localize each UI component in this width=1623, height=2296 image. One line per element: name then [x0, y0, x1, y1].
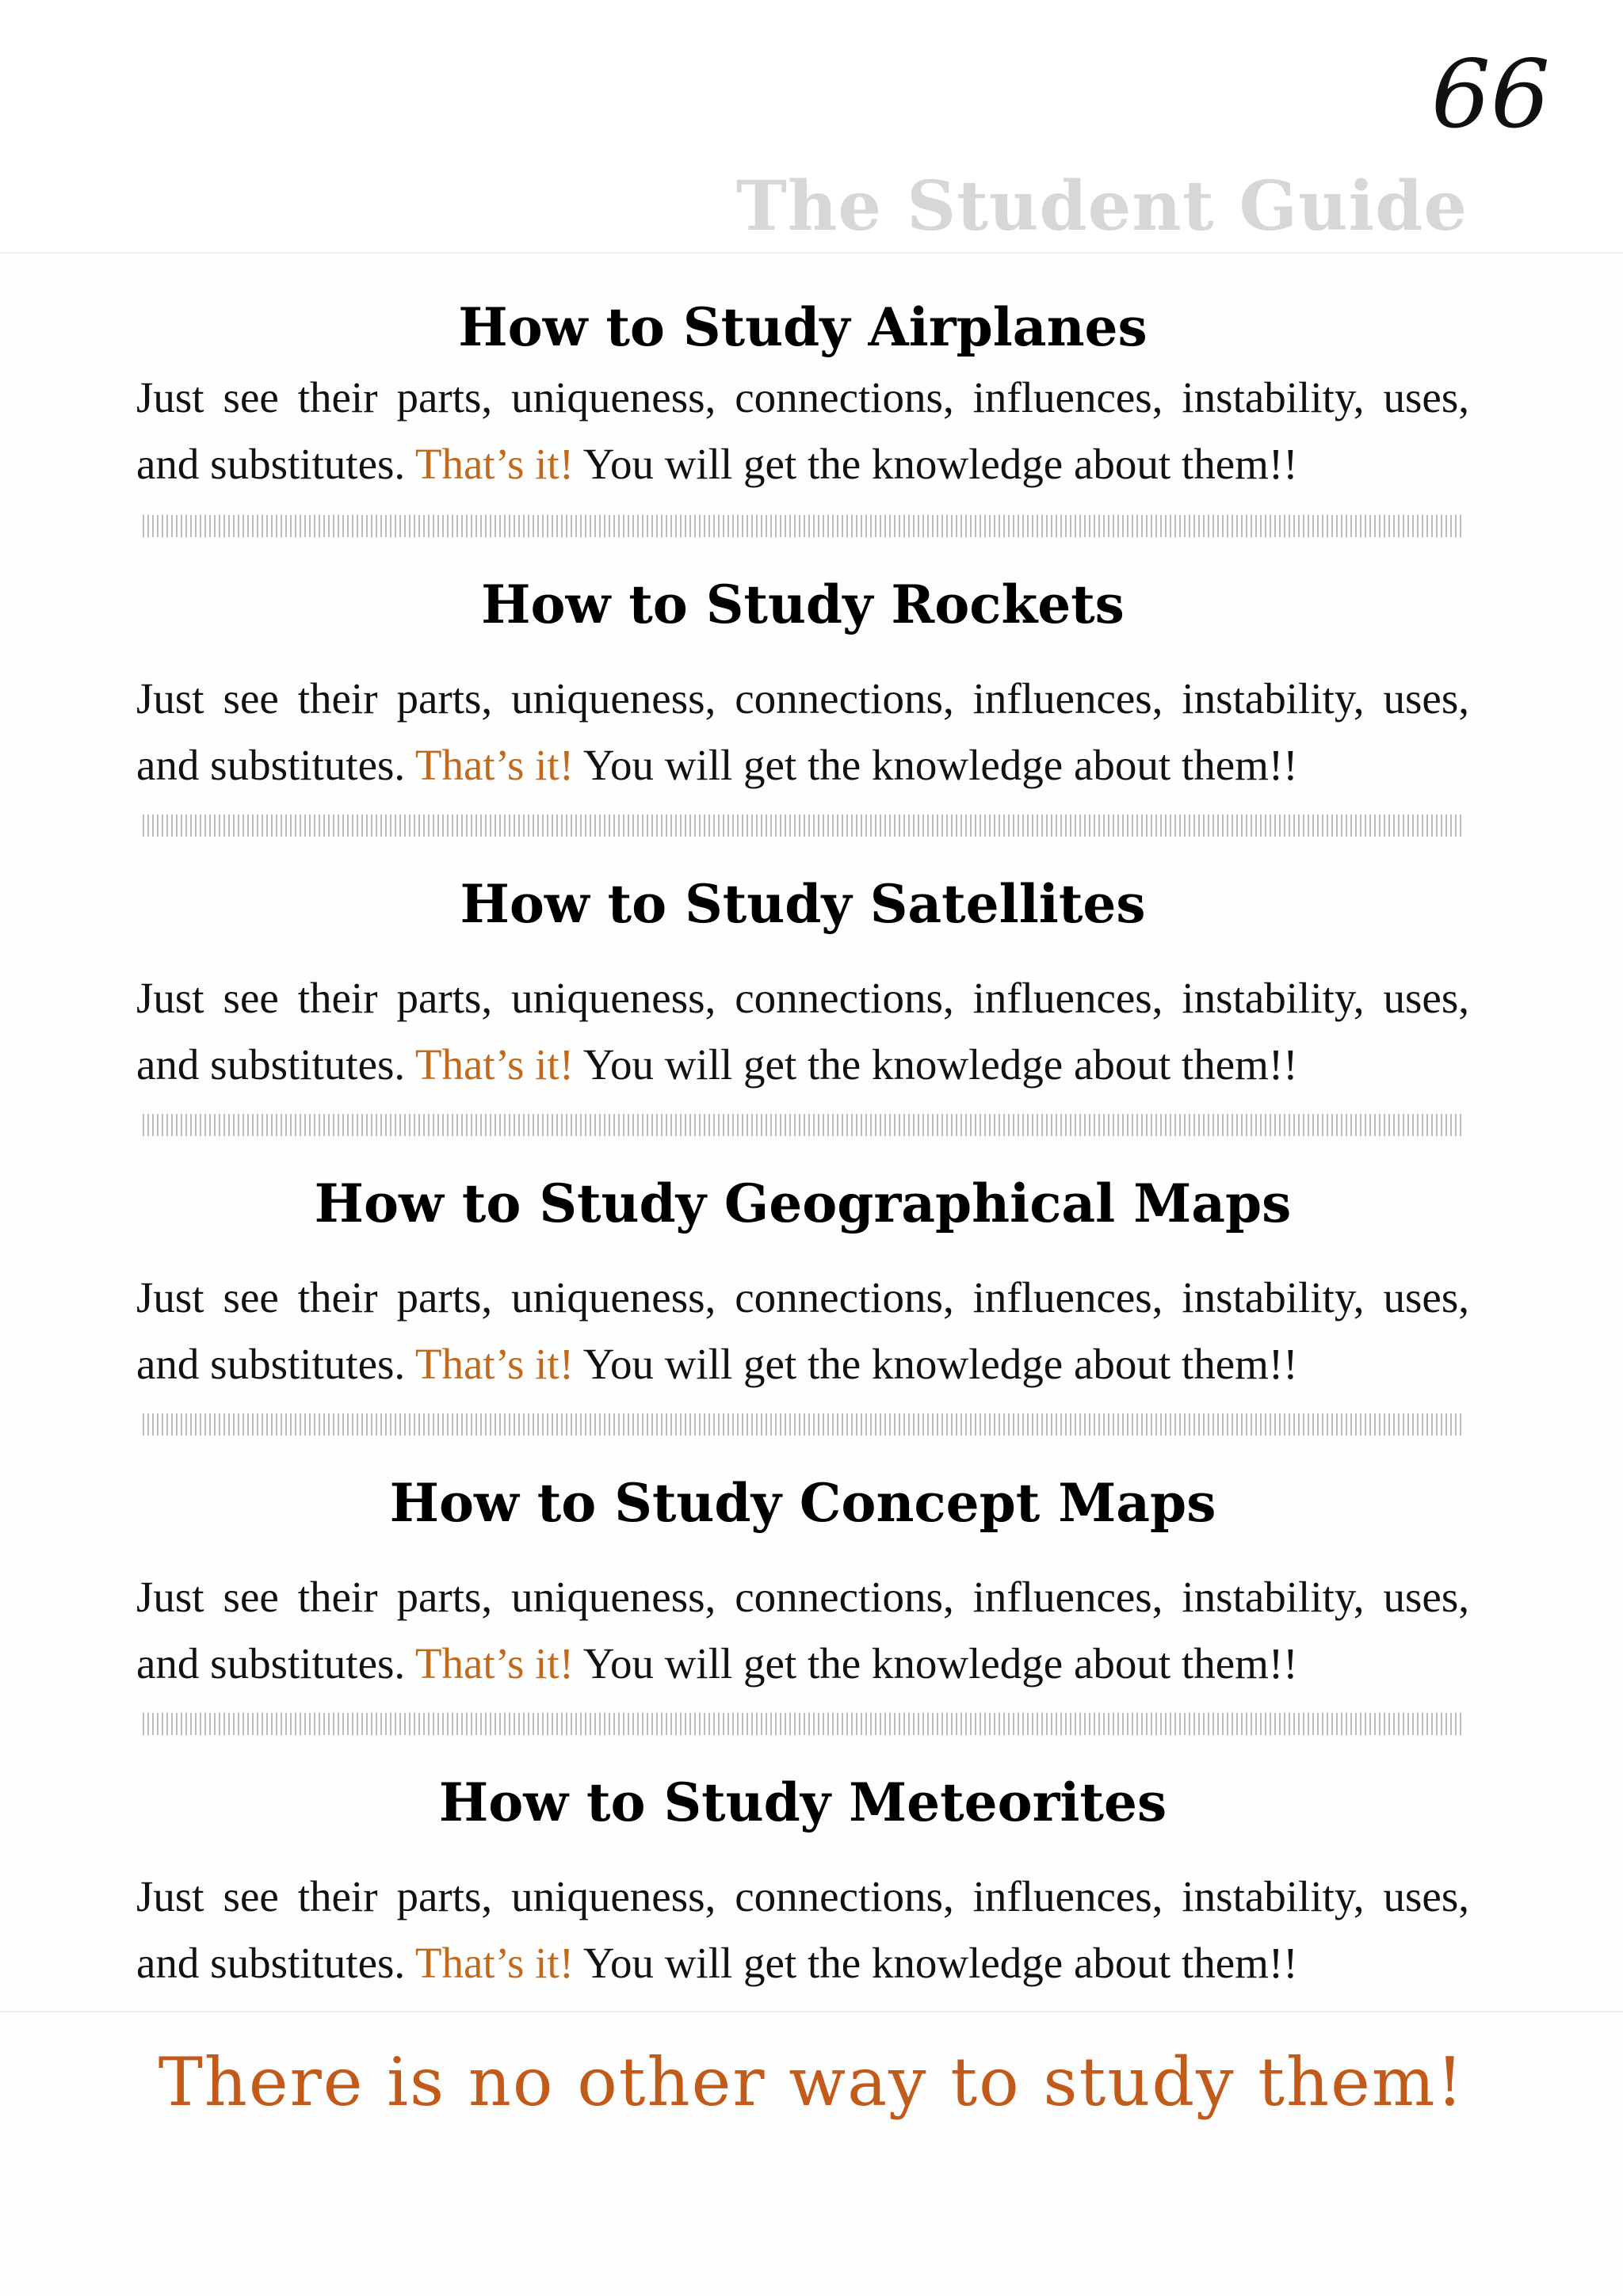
section-text-after: You will get the knowledge about them!! [574, 1939, 1298, 1987]
section-divider [143, 515, 1463, 537]
section-text [136, 1863, 1469, 1997]
page-number: 66 [1430, 40, 1550, 149]
section-highlight: That’s it! [414, 1040, 575, 1089]
running-title: The Student Guide [735, 166, 1468, 246]
section-title: How to Study Rockets [481, 574, 1125, 635]
section-highlight: That’s it! [414, 440, 575, 488]
section-text-after: You will get the knowledge about them!! [574, 1340, 1298, 1388]
section-text-after: You will get the knowledge about them!! [574, 1040, 1298, 1089]
section-concept-maps [136, 1472, 1469, 1697]
section-text-before: Just see their parts, uniqueness, connections, influences, instability, uses, and substitutes. [136, 674, 1469, 789]
section-meteorites [136, 1772, 1469, 1997]
section-text-before: Just see their parts, uniqueness, connections, influences, instability, uses, and substitutes. [136, 1872, 1469, 1987]
section-text [136, 965, 1469, 1098]
section-text-before: Just see their parts, uniqueness, connections, influences, instability, uses, and substitutes. [136, 1573, 1469, 1688]
section-divider [143, 1114, 1463, 1136]
section-title: How to Study Meteorites [438, 1772, 1167, 1833]
section-text-before: Just see their parts, uniqueness, connections, influences, instability, uses, and substitutes. [136, 1273, 1469, 1388]
section-divider [143, 814, 1463, 837]
section-text [136, 1264, 1469, 1398]
section-highlight: That’s it! [414, 1340, 575, 1388]
section-highlight: That’s it! [414, 1639, 575, 1688]
section-highlight: That’s it! [414, 741, 575, 789]
section-rockets [136, 574, 1469, 799]
section-text-before: Just see their parts, uniqueness, connections, influences, instability, uses, and substitutes. [136, 373, 1469, 488]
section-title: How to Study Geographical Maps [314, 1173, 1292, 1234]
section-airplanes [136, 296, 1469, 498]
section-text-before: Just see their parts, uniqueness, connections, influences, instability, uses, and substitutes. [136, 974, 1469, 1089]
section-text [136, 666, 1469, 799]
section-geographical-maps [136, 1173, 1469, 1398]
section-text-after: You will get the knowledge about them!! [574, 1639, 1298, 1688]
section-divider [143, 1713, 1463, 1735]
section-highlight: That’s it! [414, 1939, 575, 1987]
section-title: How to Study Satellites [460, 873, 1146, 935]
section-text [136, 364, 1469, 498]
section-text-after: You will get the knowledge about them!! [574, 741, 1298, 789]
section-title: How to Study Concept Maps [389, 1472, 1216, 1534]
section-divider [143, 1413, 1463, 1436]
closing-statement: There is no other way to study them! [158, 2043, 1465, 2121]
section-title: How to Study Airplanes [458, 296, 1148, 358]
section-text-after: You will get the knowledge about them!! [574, 440, 1298, 488]
section-satellites [136, 873, 1469, 1098]
section-text [136, 1564, 1469, 1697]
